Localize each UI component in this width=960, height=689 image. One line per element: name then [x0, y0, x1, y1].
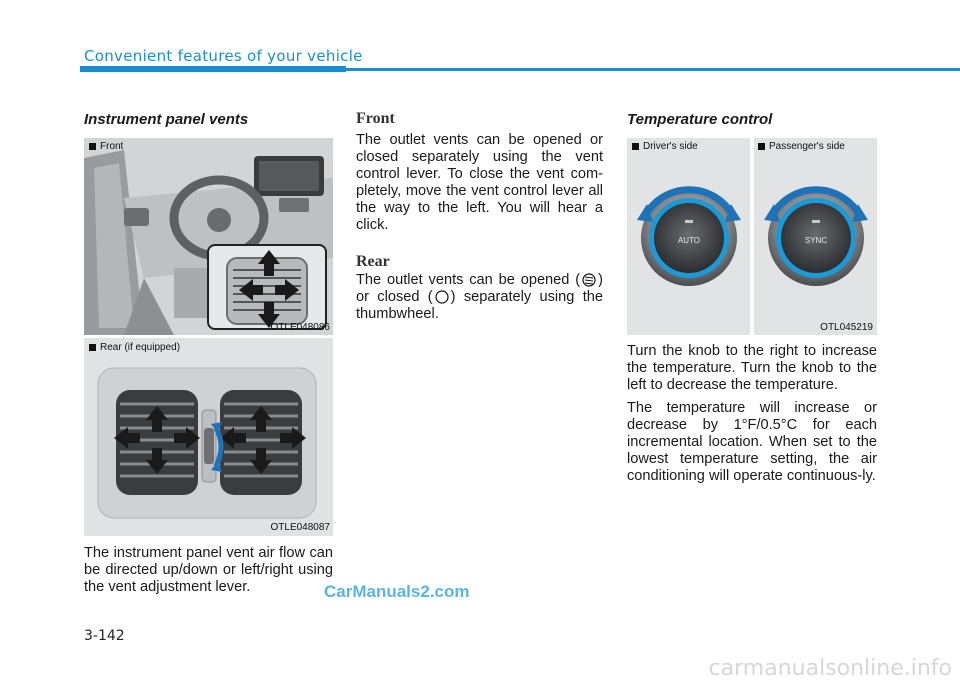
front-figure-label: [89, 141, 123, 152]
passengers-side-text: Passenger's side: [769, 141, 845, 152]
vent-open-icon: [580, 273, 598, 287]
temperature-control-heading: Temperature control: [627, 111, 773, 128]
site-watermark: carmanualsonline.info: [708, 656, 952, 681]
rear-body-part3: ) separately using the thumbwheel.: [356, 289, 603, 322]
section-title: Convenient features of your vehicle: [84, 47, 363, 65]
sync-knob-label: SYNC: [804, 236, 828, 245]
rear-body-part1: The outlet vents can be opened (: [356, 272, 581, 288]
drivers-side-label: [632, 141, 698, 152]
passengers-side-label: [758, 141, 845, 152]
square-bullet-icon: [89, 344, 96, 351]
square-bullet-icon: [632, 143, 639, 150]
instrument-panel-vents-body: The instrument panel vent air flow can be directed up/down or left/right using the vent adjustment lever.: [84, 545, 333, 595]
header-rule-accent: [80, 66, 346, 72]
square-bullet-icon: [758, 143, 765, 150]
auto-knob-label: AUTO: [677, 236, 701, 245]
front-figure-code: OTLE048086: [270, 322, 330, 333]
temperature-control-body: [627, 343, 877, 491]
front-heading: Front: [356, 110, 395, 127]
temperature-para-2: The temperature will increase or decrease by 1°F/0.5°C for each incremental location. When set to the lowest temperature setting, the air conditioning will operate continuous-ly.: [627, 400, 877, 484]
front-body: The outlet vents can be opened or closed separately using the vent control lever. To close the vent com-pletely, move the vent control lever all the way to the left. You will hear a click.: [356, 132, 603, 233]
square-bullet-icon: [89, 143, 96, 150]
rear-figure-label: [89, 342, 180, 353]
vent-closed-icon: [433, 290, 451, 304]
temperature-knobs-illustration: [627, 138, 877, 335]
front-vent-inset: [207, 244, 327, 330]
temperature-knobs-figure: [627, 138, 877, 335]
front-vent-arrows: [209, 246, 327, 330]
rear-body: [356, 272, 603, 323]
rear-heading: Rear: [356, 253, 390, 270]
rear-figure-code: OTLE048087: [270, 522, 330, 533]
temperature-figure-code: OTL045219: [820, 322, 873, 333]
carmanuals-watermark[interactable]: CarManuals2.com: [324, 582, 470, 601]
rear-vents-figure: [84, 338, 333, 536]
instrument-panel-vents-heading: Instrument panel vents: [84, 111, 249, 128]
front-vents-figure: [84, 138, 333, 335]
rear-label-text: Rear (if equipped): [100, 342, 181, 353]
rear-body-part2: ) or closed (: [356, 272, 603, 305]
rear-vents-illustration: [84, 338, 333, 536]
drivers-side-text: Driver's side: [643, 141, 698, 152]
page-number: 3-142: [84, 628, 125, 644]
temperature-para-1: Turn the knob to the right to increase the temperature. Turn the knob to the left to decrease the temperature.: [627, 343, 877, 393]
front-label-text: Front: [100, 141, 124, 152]
